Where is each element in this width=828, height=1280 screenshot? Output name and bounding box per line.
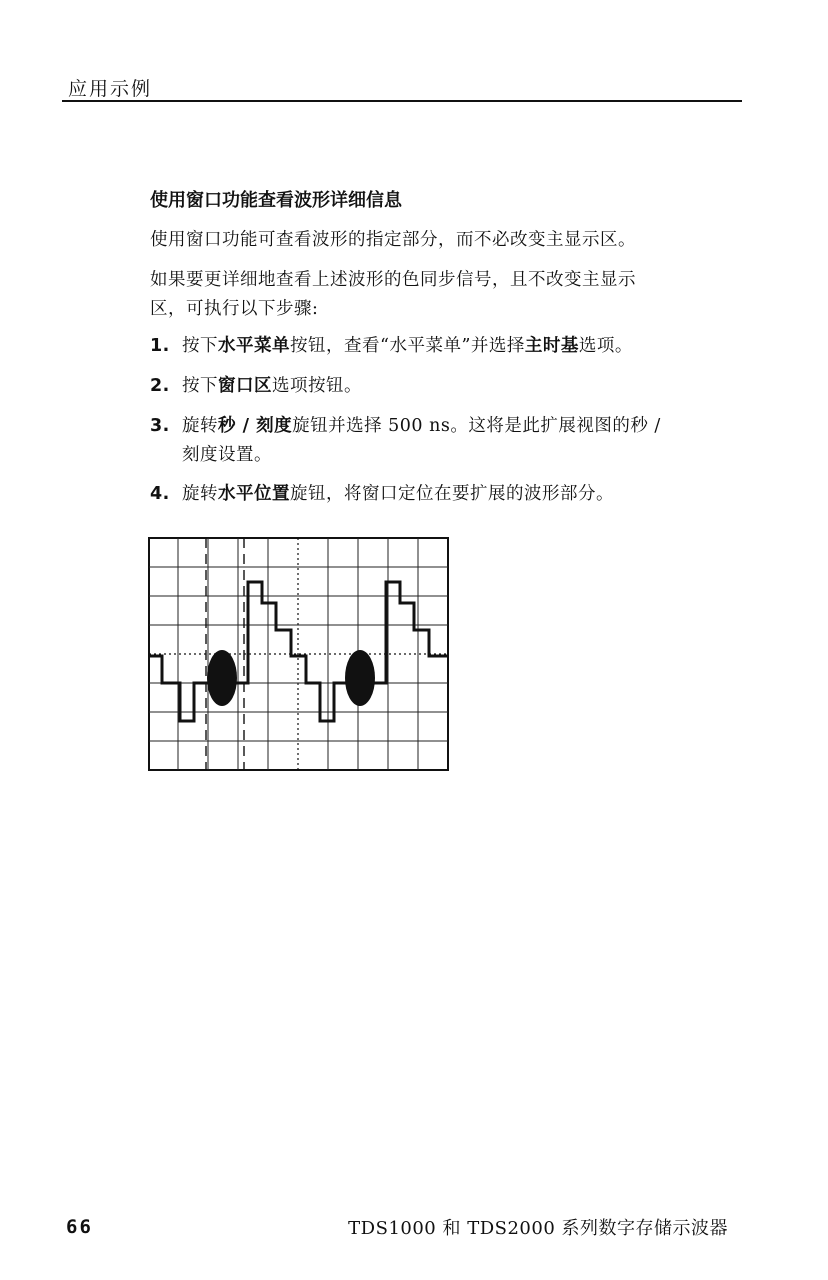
step-text: 选项。	[578, 336, 633, 356]
step-number: 4.	[150, 484, 170, 504]
control-name: 水平菜单	[218, 336, 290, 356]
option-name: 窗口区	[218, 376, 272, 396]
step-number: 3.	[150, 416, 170, 436]
intro-paragraph: 使用窗口功能可查看波形的指定部分，而不必改变主显示区。	[150, 230, 636, 250]
control-name: 秒 / 刻度	[218, 416, 293, 436]
lead-paragraph	[150, 266, 740, 324]
lead-line-1: 如果要更详细地查看上述波形的色同步信号，且不改变主显示	[150, 270, 636, 290]
step-text: 旋钮，将窗口定位在要扩展的波形部分。	[290, 484, 614, 504]
oscilloscope-screen-figure	[148, 537, 450, 773]
step-number: 1.	[150, 336, 170, 356]
step-text: 按下	[182, 336, 218, 356]
step-text: 旋钮并选择 500 ns。这将是此扩展视图的秒 /	[292, 416, 661, 436]
step-text: 按下	[182, 376, 218, 396]
step-4	[150, 480, 750, 509]
lead-line-2: 区，可执行以下步骤:	[150, 299, 319, 319]
page-number: 66	[66, 1216, 93, 1238]
step-2	[150, 372, 750, 401]
header-rule	[62, 100, 742, 102]
step-text: 旋转	[182, 416, 218, 436]
step-text: 旋转	[182, 484, 218, 504]
color-burst-2	[345, 650, 375, 706]
step-number: 2.	[150, 376, 170, 396]
step-1	[150, 332, 750, 361]
step-text: 按钮，查看“水平菜单”并选择	[290, 336, 525, 356]
step-text-continued: 刻度设置。	[182, 445, 272, 465]
control-name: 水平位置	[218, 484, 290, 504]
option-name: 主时基	[524, 336, 579, 356]
section-title: 使用窗口功能查看波形详细信息	[150, 190, 402, 211]
step-text: 选项按钮。	[272, 376, 362, 396]
footer-doc-title: TDS1000 和 TDS2000 系列数字存储示波器	[348, 1218, 728, 1239]
color-burst-1	[207, 650, 237, 706]
running-header: 应用示例	[68, 78, 153, 100]
step-3	[150, 412, 750, 470]
